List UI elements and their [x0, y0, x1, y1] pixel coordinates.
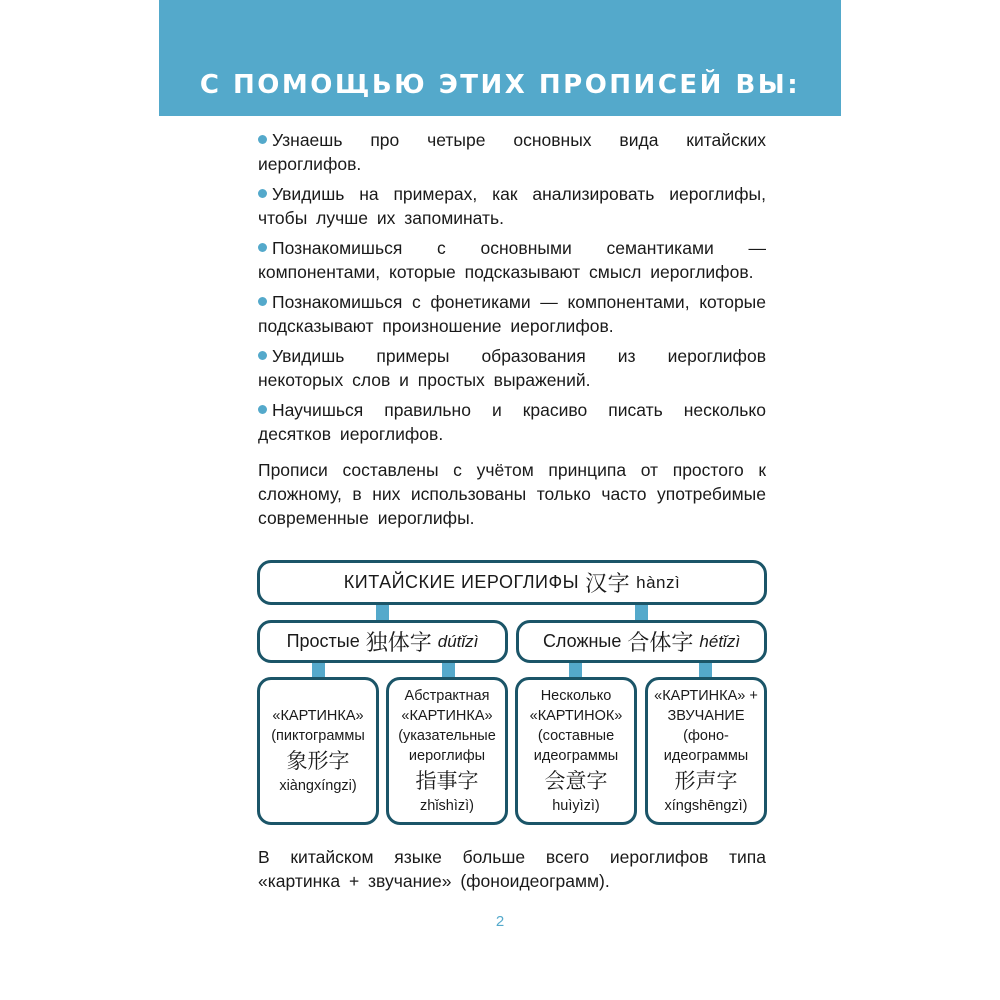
root-pinyin: hànzì: [636, 572, 681, 592]
bullet-item: Увидишь примеры образования из иероглифов некоторых слов и простых выражений.: [258, 346, 766, 390]
page-number: 2: [495, 913, 505, 930]
closing-paragraph: В китайском языке больше всего иероглифов типа «картинка + звучание» (фоноидеограмм).: [258, 847, 766, 891]
type-line: «КАРТИНКА»: [401, 708, 493, 724]
type-hanzi: 指事字: [415, 769, 479, 793]
connector: [699, 663, 712, 677]
type-line: «КАРТИНОК»: [529, 708, 623, 724]
simple-pinyin: dútǐzì: [437, 631, 479, 651]
type-hanzi: 象形字: [286, 749, 350, 773]
connector: [442, 663, 455, 677]
simple-label: Простые: [286, 631, 360, 651]
type-pinyin: zhǐshìzì): [420, 798, 474, 814]
complex-characters-box: [516, 620, 767, 663]
type-line: Несколько: [540, 688, 612, 704]
bullet-item: Узнаешь про четыре основных вида китайских иероглифов.: [258, 130, 766, 174]
bullet-dot-icon: [258, 405, 267, 414]
type-box-indicative: [386, 677, 508, 825]
connector: [376, 605, 389, 620]
bullet-item: Познакомишься с фонетиками — компонентами, которые подсказывают произношение иероглифов.: [258, 292, 766, 336]
complex-pinyin: hétǐzì: [699, 631, 741, 651]
simple-hanzi: 独体字: [365, 631, 432, 656]
bullet-item: Познакомишься с основными семантиками — компонентами, которые подсказывают смысл иероглифов.: [258, 238, 766, 282]
root-label: КИТАЙСКИЕ ИЕРОГЛИФЫ: [343, 572, 580, 592]
bullet-item: Увидишь на примерах, как анализировать иероглифы, чтобы лучше их запоминать.: [258, 184, 766, 228]
page-header: [159, 0, 841, 116]
type-line: ЗВУЧАНИЕ: [667, 708, 745, 724]
type-pinyin: xiàngxíngzi): [279, 778, 357, 794]
type-line: Абстрактная: [404, 688, 490, 704]
type-line: (фоно-идеограммы: [663, 728, 749, 764]
bullet-dot-icon: [258, 243, 267, 252]
complex-label: Сложные: [542, 631, 622, 651]
type-pinyin: huìyìzì): [552, 798, 600, 814]
type-box-ideogram: [515, 677, 637, 825]
type-box-pictogram: [257, 677, 379, 825]
type-box-phonoideogram: [645, 677, 767, 825]
connector: [312, 663, 325, 677]
type-line: (составные идеограммы: [533, 728, 619, 764]
type-line: «КАРТИНКА»: [272, 708, 364, 724]
connector: [635, 605, 648, 620]
bullet-dot-icon: [258, 297, 267, 306]
bullet-dot-icon: [258, 351, 267, 360]
bullet-dot-icon: [258, 135, 267, 144]
bullet-dot-icon: [258, 189, 267, 198]
complex-hanzi: 合体字: [627, 631, 694, 656]
root-hanzi: 汉字: [585, 572, 631, 597]
type-line: (пиктограммы: [271, 728, 365, 744]
header-title: С ПОМОЩЬЮ ЭТИХ ПРОПИСЕЙ ВЫ:: [199, 70, 801, 100]
bullet-list: [258, 128, 766, 530]
simple-characters-box: [257, 620, 508, 663]
page: [159, 0, 841, 1000]
intro-paragraph: Прописи составлены с учётом принципа от простого к сложному, в них использованы только часто употребимые современные иероглифы.: [258, 460, 766, 528]
connector: [569, 663, 582, 677]
type-hanzi: 形声字: [674, 769, 738, 793]
hanzi-classification-diagram: [257, 560, 767, 826]
bullet-item: Научишься правильно и красиво писать несколько десятков иероглифов.: [258, 400, 766, 444]
diagram-root-box: [257, 560, 767, 605]
type-hanzi: 会意字: [544, 769, 608, 793]
type-line: «КАРТИНКА» +: [654, 688, 758, 704]
type-line: (указательные иероглифы: [398, 728, 496, 764]
type-pinyin: xíngshēngzì): [664, 798, 748, 814]
